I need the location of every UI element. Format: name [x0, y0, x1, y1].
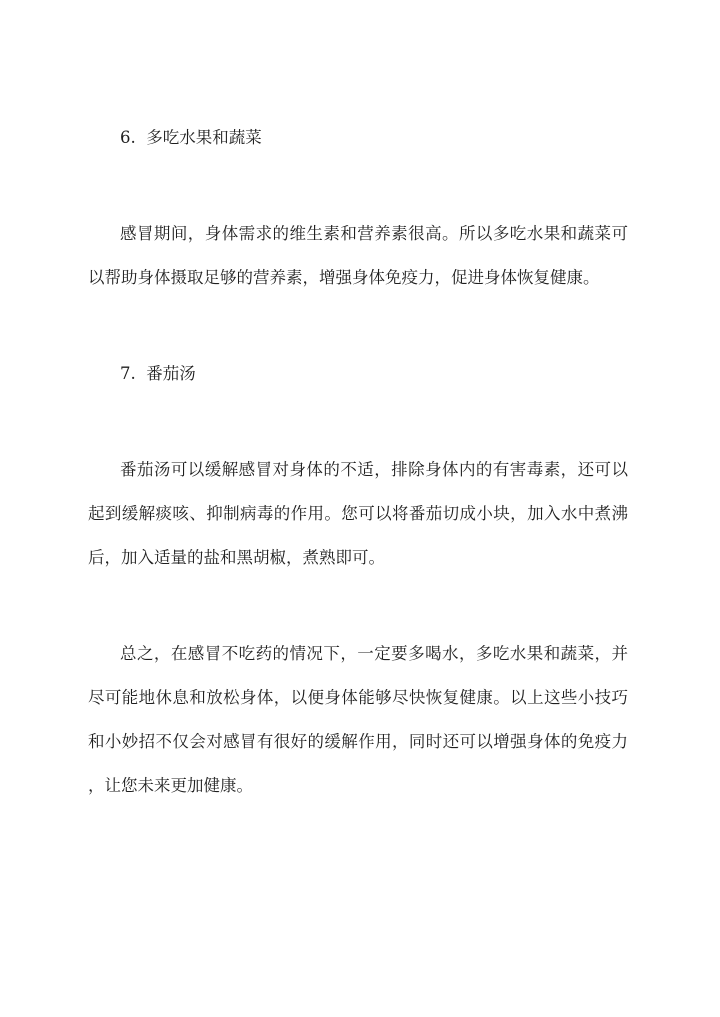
paragraph-line: 尽可能地休息和放松身体，以便身体能够尽快恢复健康。以上这些小技巧	[88, 688, 628, 707]
paragraph-fruits-vegetables	[88, 212, 628, 300]
paragraph-line: 总之，在感冒不吃药的情况下，一定要多喝水，多吃水果和蔬菜，并	[120, 644, 628, 663]
paragraph-tomato-soup	[88, 448, 628, 580]
paragraph-line: 和小妙招不仅会对感冒有很好的缓解作用，同时还可以增强身体的免疫力	[88, 732, 628, 751]
paragraph-line: 以帮助身体摄取足够的营养素，增强身体免疫力，促进身体恢复健康。	[88, 268, 600, 287]
paragraph-line: ，让您未来更加健康。	[88, 776, 253, 795]
paragraph-line: 番茄汤可以缓解感冒对身体的不适，排除身体内的有害毒素，还可以	[120, 460, 628, 479]
paragraph-line: 起到缓解痰咳、抑制病毒的作用。您可以将番茄切成小块，加入水中煮沸	[88, 504, 628, 523]
section-heading-7: 7. 番茄汤	[120, 364, 196, 383]
paragraph-line: 后，加入适量的盐和黑胡椒，煮熟即可。	[88, 548, 385, 567]
section-heading-6: 6. 多吃水果和蔬菜	[120, 128, 262, 147]
paragraph-conclusion	[88, 632, 628, 808]
paragraph-line: 感冒期间，身体需求的维生素和营养素很高。所以多吃水果和蔬菜可	[120, 224, 628, 243]
